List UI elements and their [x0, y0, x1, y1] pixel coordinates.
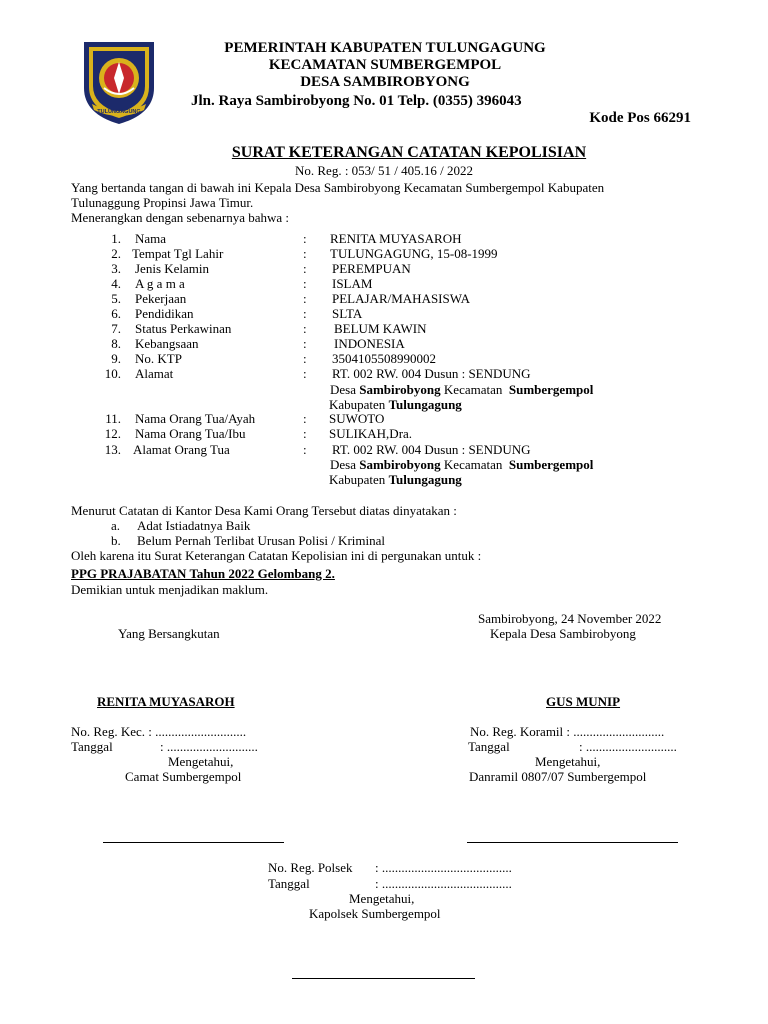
- statement-intro: Menurut Catatan di Kantor Desa Kami Orang Tersebut diatas dinyatakan :: [71, 503, 457, 518]
- field-separator: :: [303, 426, 307, 441]
- field-number: 5.: [111, 291, 121, 306]
- left-date-label: Tanggal: [71, 739, 113, 754]
- field-value: BELUM KAWIN: [334, 321, 427, 336]
- field-value: ISLAM: [332, 276, 373, 291]
- field-number: 1.: [111, 231, 121, 246]
- field-label: Pekerjaan: [135, 291, 187, 306]
- police-date-label: Tanggal: [268, 876, 310, 891]
- field-label: Alamat: [135, 366, 174, 381]
- field-value: INDONESIA: [334, 336, 405, 351]
- field-number: 13.: [104, 442, 121, 457]
- address-kabupaten-line: Kabupaten Tulungagung: [329, 397, 462, 412]
- right-date-label: Tanggal: [468, 739, 510, 754]
- field-number: 10.: [104, 366, 121, 381]
- left-date-value: : ............................: [160, 739, 258, 754]
- police-date-value: : ........................................: [375, 876, 512, 891]
- header-address: Jln. Raya Sambirobyong No. 01 Telp. (0355) 396043: [191, 93, 522, 109]
- intro-line-1: Yang bertanda tangan di bawah ini Kepala Desa Sambirobyong Kecamatan Sumbergempol Kabupaten: [71, 180, 605, 195]
- field-value: 3504105508990002: [332, 351, 436, 366]
- field-separator: :: [303, 336, 307, 351]
- header-government: PEMERINTAH KABUPATEN TULUNGAGUNG: [224, 40, 546, 56]
- field-separator: :: [303, 442, 307, 457]
- field-separator: :: [303, 321, 307, 336]
- field-separator: :: [303, 351, 307, 366]
- field-value: SULIKAH,Dra.: [329, 426, 413, 441]
- field-separator: :: [303, 366, 307, 381]
- right-signer-name: GUS MUNIP: [546, 694, 621, 709]
- left-acknowledged: Mengetahui,: [168, 754, 234, 769]
- field-number: 12.: [104, 426, 121, 441]
- field-value: SLTA: [332, 306, 363, 321]
- field-value: SUWOTO: [329, 411, 385, 426]
- right-organization: Danramil 0807/07 Sumbergempol: [469, 769, 647, 784]
- field-label: No. KTP: [135, 351, 182, 366]
- field-label: A g a m a: [135, 276, 185, 291]
- field-separator: :: [303, 291, 307, 306]
- field-label: Nama Orang Tua/Ibu: [135, 426, 246, 441]
- address-desa-line: Desa Sambirobyong Kecamatan Sumbergempol: [330, 382, 594, 397]
- field-value: PEREMPUAN: [332, 261, 411, 276]
- statement-item-a: Adat Istiadatnya Baik: [137, 518, 251, 533]
- field-value: RT. 002 RW. 004 Dusun : SENDUNG: [332, 366, 531, 381]
- place-date: Sambirobyong, 24 November 2022: [478, 611, 662, 626]
- field-number: 7.: [111, 321, 121, 336]
- left-signature-line: [103, 842, 284, 843]
- police-reg-value: : ........................................: [375, 860, 512, 875]
- statement-item-b: Belum Pernah Terlibat Urusan Polisi / Kriminal: [137, 533, 385, 548]
- right-reg-line: No. Reg. Koramil : ............................: [470, 724, 665, 739]
- field-label: Nama Orang Tua/Ayah: [135, 411, 256, 426]
- right-acknowledged: Mengetahui,: [535, 754, 601, 769]
- field-label: Pendidikan: [135, 306, 194, 321]
- police-reg-label: No. Reg. Polsek: [268, 860, 353, 875]
- statement-item-b-letter: b.: [111, 533, 121, 548]
- field-number: 6.: [111, 306, 121, 321]
- purpose-text: PPG PRAJABATAN Tahun 2022 Gelombang 2.: [71, 566, 335, 581]
- field-number: 8.: [111, 336, 121, 351]
- parent-address-desa-line: Desa Sambirobyong Kecamatan Sumbergempol: [330, 457, 594, 472]
- field-separator: :: [303, 411, 307, 426]
- right-signer-title: Kepala Desa Sambirobyong: [490, 626, 636, 641]
- left-reg-line: No. Reg. Kec. : ............................: [71, 724, 247, 739]
- field-number: 2.: [111, 246, 121, 261]
- document-title: SURAT KETERANGAN CATATAN KEPOLISIAN: [231, 144, 587, 161]
- field-label: Alamat Orang Tua: [133, 442, 230, 457]
- field-number: 11.: [105, 411, 121, 426]
- parent-address-kabupaten-line: Kabupaten Tulungagung: [329, 472, 462, 487]
- field-number: 9.: [111, 351, 121, 366]
- left-organization: Camat Sumbergempol: [125, 769, 242, 784]
- field-separator: :: [303, 261, 307, 276]
- coat-of-arms-icon: [80, 38, 158, 126]
- field-label: Nama: [135, 231, 167, 246]
- field-label: Jenis Kelamin: [135, 261, 210, 276]
- registration-number: No. Reg. : 053/ 51 / 405.16 / 2022: [294, 163, 474, 178]
- field-value: RT. 002 RW. 004 Dusun : SENDUNG: [332, 442, 531, 457]
- field-value: RENITA MUYASAROH: [330, 231, 462, 246]
- closing-text: Demikian untuk menjadikan maklum.: [71, 582, 269, 597]
- regency-logo: [80, 38, 158, 126]
- police-signature-line: [292, 978, 475, 979]
- statement-item-a-letter: a.: [111, 518, 121, 533]
- police-acknowledged: Mengetahui,: [349, 891, 415, 906]
- field-number: 3.: [111, 261, 121, 276]
- intro-line-2: Tulunaggung Propinsi Jawa Timur.: [71, 195, 254, 210]
- header-postal-code: Kode Pos 66291: [589, 110, 691, 126]
- field-label: Kebangsaan: [135, 336, 199, 351]
- field-label: Status Perkawinan: [135, 321, 232, 336]
- field-number: 4.: [111, 276, 121, 291]
- police-organization: Kapolsek Sumbergempol: [309, 906, 441, 921]
- header-district: KECAMATAN SUMBERGEMPOL: [268, 57, 502, 73]
- header-village: DESA SAMBIROBYONG: [300, 74, 470, 90]
- field-value: TULUNGAGUNG, 15-08-1999: [330, 246, 498, 261]
- purpose-intro: Oleh karena itu Surat Keterangan Catatan Kepolisian ini di pergunakan untuk :: [71, 548, 482, 563]
- field-value: PELAJAR/MAHASISWA: [332, 291, 470, 306]
- field-separator: :: [303, 276, 307, 291]
- field-separator: :: [303, 306, 307, 321]
- field-separator: :: [303, 231, 307, 246]
- right-signature-line: [467, 842, 678, 843]
- field-label: Tempat Tgl Lahir: [132, 246, 224, 261]
- left-signer-title: Yang Bersangkutan: [118, 626, 220, 641]
- right-date-value: : ............................: [579, 739, 677, 754]
- field-separator: :: [303, 246, 307, 261]
- intro-line-3: Menerangkan dengan sebenarnya bahwa :: [71, 210, 290, 225]
- svg-text:TULUNGAGUNG: TULUNGAGUNG: [97, 109, 141, 115]
- left-signer-name: RENITA MUYASAROH: [97, 694, 235, 709]
